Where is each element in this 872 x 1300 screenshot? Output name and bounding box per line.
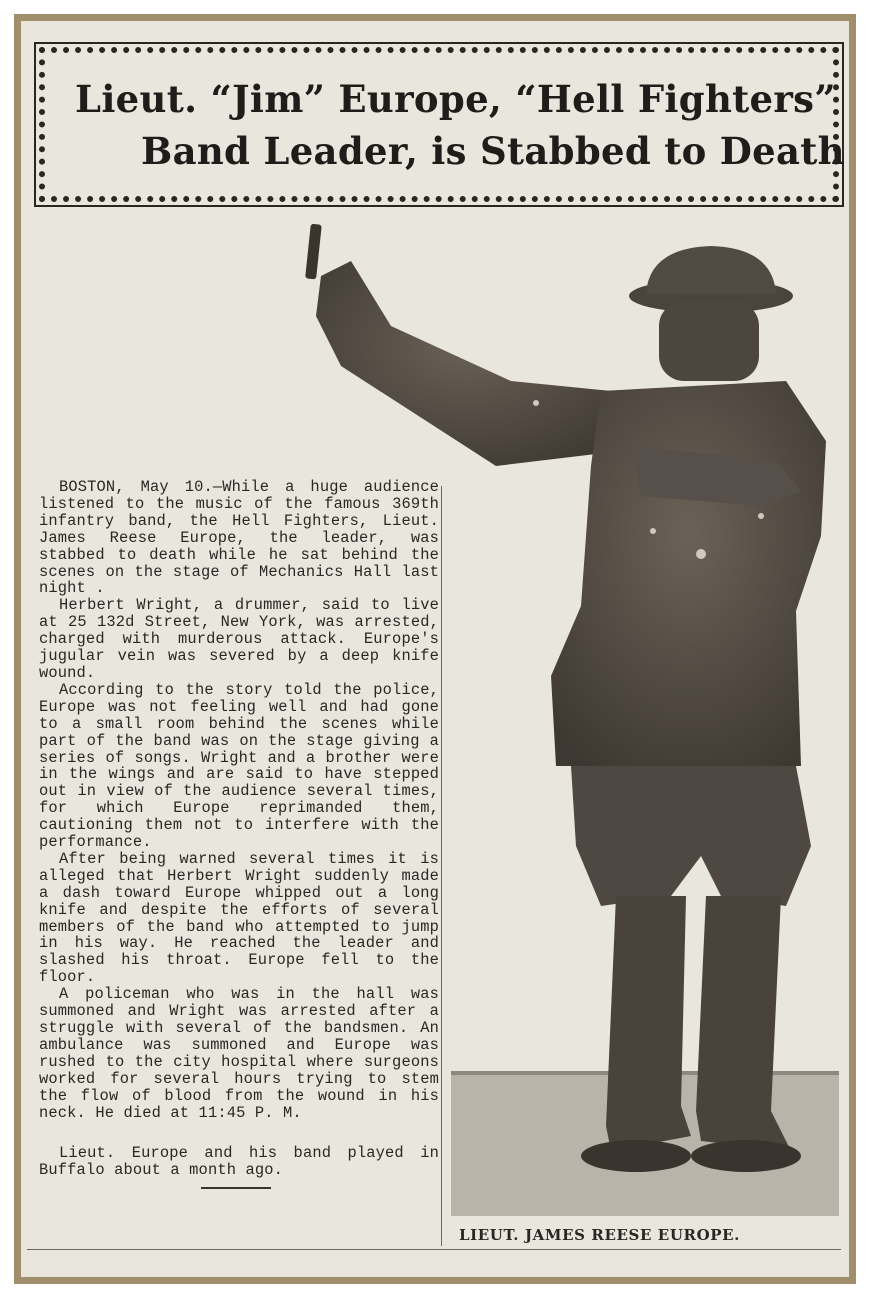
headline-line-1: Lieut. “Jim” Europe, “Hell Fighters” [75,77,836,121]
article-body [39,479,439,1179]
bottom-rule [27,1249,841,1250]
closing-rule [201,1187,271,1189]
newspaper-clipping [14,14,856,1284]
right-boot [691,1140,801,1172]
baton [305,224,322,280]
article-paragraph: A policeman who was in the hall was summoned and Wright was arrested after a struggle with several of the bandsmen. An ambulance was summoned and Europe was rushed to the city hospital where surgeons worked for several hours trying to stem the flow of blood from the wound in his neck. He died at 11:45 P. M. [39,985,439,1122]
headline-box [39,47,845,202]
column-divider [441,486,442,1246]
left-leg [606,896,691,1151]
article-paragraph: After being warned several times it is alleged that Herbert Wright suddenly made a dash toward Europe whipped out a long knife and despite the efforts of several members of the band who attempted to jump in his way. He reached the leader and slashed his throat. Europe fell to the floor. [39,849,439,987]
article-paragraph: BOSTON, May 10.—While a huge audience listened to the music of the famous 369th infantry band, the Hell Fighters, Lieut. James Reese Europe, the leader, was stabbed to death while he sat behind the scenes on the stage of Mechanics Hall last night . [39,478,439,598]
article-paragraph: Herbert Wright, a drummer, said to live at 25 132d Street, New York, was arrested, charged with murderous attack. Europe's jugular vein was severed by a deep knife wound. [39,596,439,682]
photo-caption: LIEUT. JAMES REESE EUROPE. [459,1226,740,1244]
helmet [646,246,776,294]
breeches [571,766,811,906]
headline-line-2: Band Leader, is Stabbed to Death [141,129,845,173]
raised-arm [316,261,621,466]
article-paragraph: According to the story told the police, Europe was not feeling well and had gone to a small room behind the scenes while part of the band was on the stage giving a series of songs. Wright and a brother were in the wings and are said to have stepped out in view of the audience several times, for which Europe reprimanded them, cautioning them not to interfere with the performance. [39,680,439,852]
article-paragraph: Lieut. Europe and his band played in Buffalo about a month ago. [39,1144,439,1180]
left-boot [581,1140,691,1172]
